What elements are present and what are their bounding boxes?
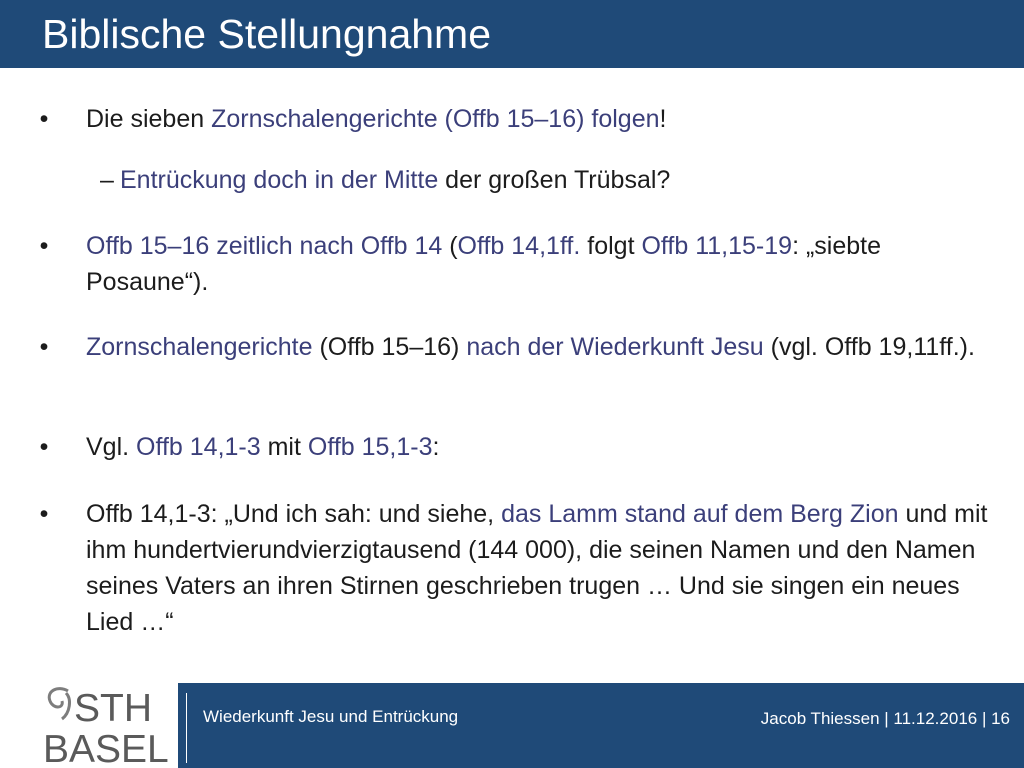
sub-item xyxy=(100,162,1000,198)
bullet-item-1 xyxy=(39,101,1006,137)
sth-basel-logo xyxy=(40,683,180,768)
highlighted-text: Offb 15–16 zeitlich nach Offb 14 xyxy=(86,232,443,260)
dash-marker: – xyxy=(100,166,114,194)
logo-text-basel: BASEL xyxy=(43,728,169,768)
highlighted-text: Offb 14,1-3 xyxy=(136,433,261,461)
bullet-item-3 xyxy=(39,329,1006,365)
text-segment: : „siebte Posaune“). xyxy=(86,232,881,296)
bullet-marker: • xyxy=(39,105,49,133)
text-segment: : xyxy=(432,433,440,461)
text-segment: folgt xyxy=(580,232,642,260)
footer-divider xyxy=(186,693,187,763)
presentation-title: Wiederkunft Jesu und Entrückung xyxy=(203,707,459,726)
highlighted-text: nach der Wiederkunft Jesu xyxy=(466,333,764,361)
highlighted-text: Zornschalengerichte (Offb 15–16) folgen xyxy=(211,105,660,133)
bullet-marker: • xyxy=(39,232,49,260)
author-date-page: Jacob Thiessen | 11.12.2016 | 16 xyxy=(760,709,1010,728)
highlighted-text: das Lamm stand auf dem Berg Zion xyxy=(501,500,899,528)
text-segment: Vgl. xyxy=(86,433,137,461)
text-segment: und mit ihm hundertvierundvierzigtausend (144 000), die seinen Namen und den Namen seines Vaters an ihren Stirnen geschrieben trugen … Und sie singen ein neues Lied …“ xyxy=(86,500,988,636)
highlighted-text: Entrückung doch in der Mitte xyxy=(120,166,439,194)
text-segment: mit xyxy=(260,433,308,461)
text-segment: ( xyxy=(442,232,458,260)
bullet-marker: • xyxy=(39,500,49,528)
slide-title: Biblische Stellungnahme xyxy=(42,11,491,57)
text-segment: der großen Trübsal? xyxy=(438,166,671,194)
text-segment: (Offb 15–16) xyxy=(312,333,467,361)
bullet-item-2 xyxy=(39,228,1006,300)
bullet-item-4 xyxy=(39,429,1006,465)
highlighted-text: Offb 15,1-3 xyxy=(307,433,433,461)
bullet-marker: • xyxy=(39,333,49,361)
bullet-item-5 xyxy=(39,496,1006,640)
text-segment: ! xyxy=(659,105,667,133)
highlighted-text: Zornschalengerichte xyxy=(86,333,313,361)
text-segment: Offb 14,1-3: „Und ich sah: und siehe, xyxy=(86,500,502,528)
highlighted-text: Offb 11,15-19 xyxy=(641,232,793,260)
text-segment: Die sieben xyxy=(86,105,212,133)
footer-bar xyxy=(0,683,1024,768)
text-segment: (vgl. Offb 19,11ff.). xyxy=(763,333,975,361)
highlighted-text: Offb 14,1ff. xyxy=(457,232,581,260)
bullet-marker: • xyxy=(39,433,49,461)
logo-area xyxy=(0,683,178,768)
logo-text-sth: STH xyxy=(74,687,152,730)
